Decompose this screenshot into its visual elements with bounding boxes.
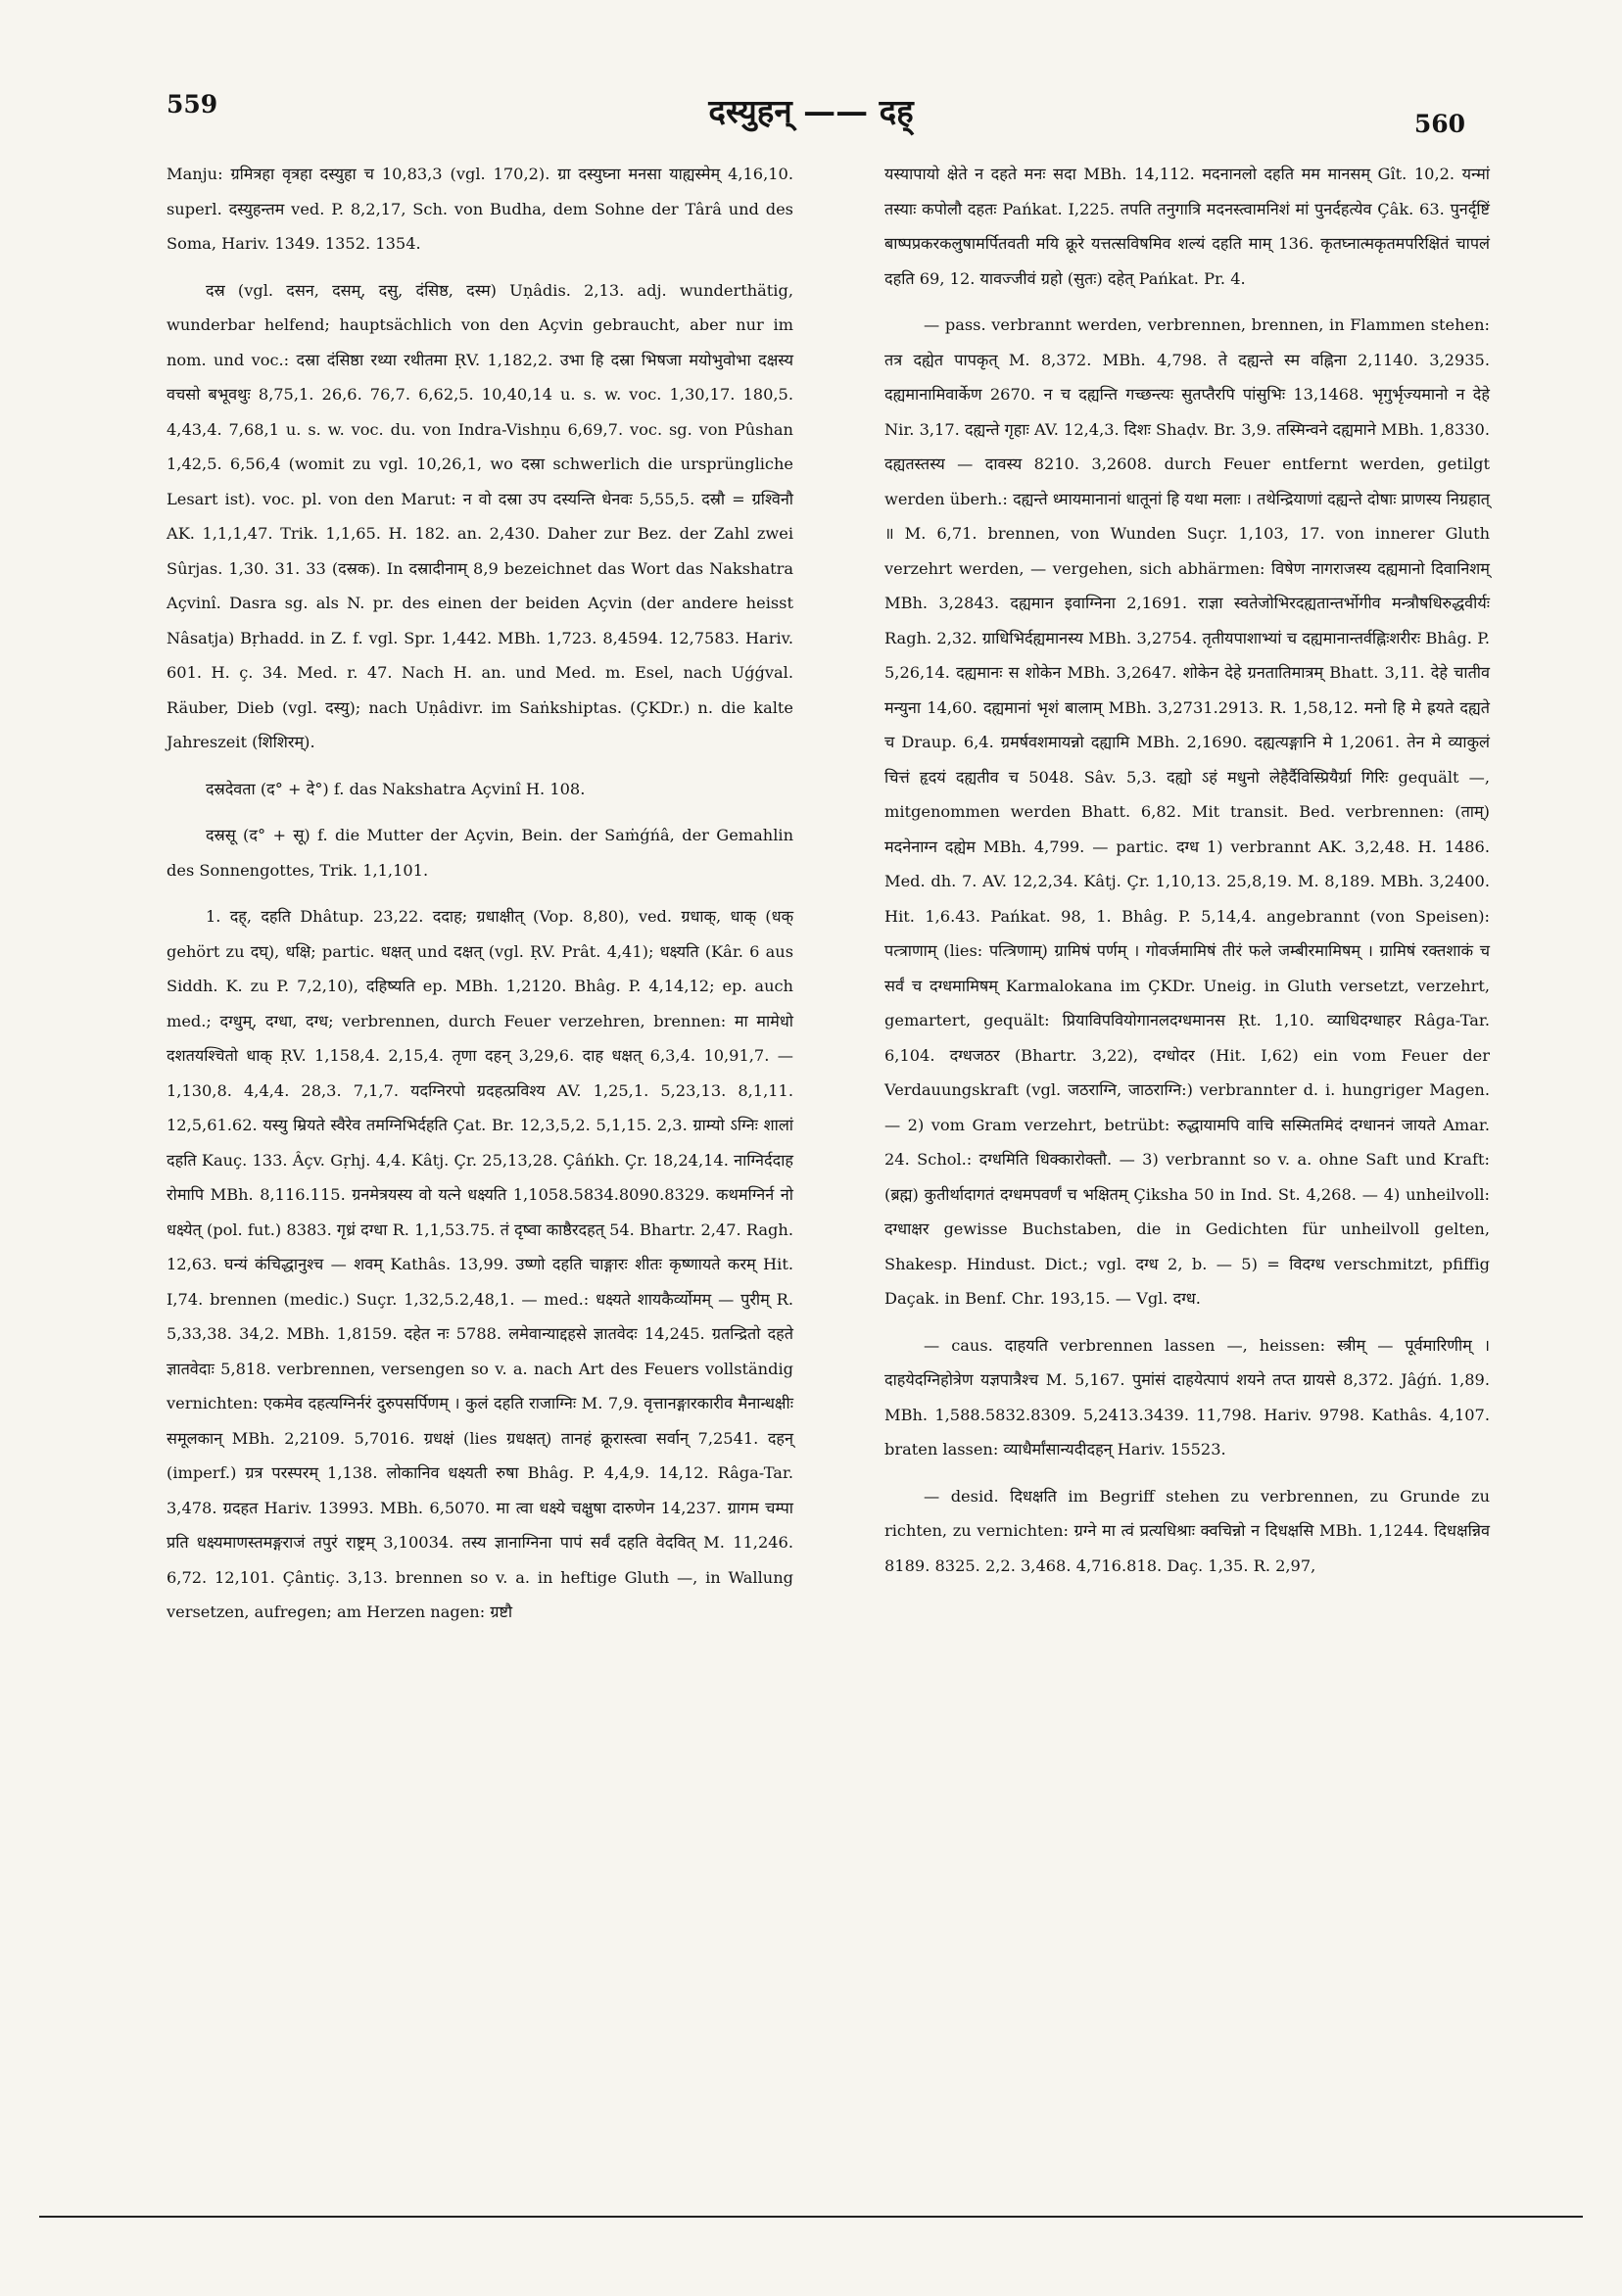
left-column	[167, 157, 793, 1630]
right-column	[884, 157, 1490, 1583]
entry-paragraph: — pass. verbrannt werden, verbrennen, brennen, in Flammen stehen: तत्र दह्येत पापकृत् M. 8,372. MBh. 4,798. ते दह्यन्ते स्म वह्निना 2,1140. 3,2935. दह्यमानामिवार्केण 2670. न च दह्यन्ति गच्छन्त्यः सुतप्तैरपि पांसुभिः 13,1468. भृगुर्भृज्यमानो न देहे Nir. 3,17. दह्यन्ते गृहाः AV. 12,4,3. दिशः Shaḍv. Br. 3,9. तस्मिन्वने दह्यमाने MBh. 1,8330. दह्यतस्तस्य — दावस्य 8210. 3,2608. durch Feuer entfernt werden, getilgt werden überh.: दह्यन्ते ध्मायमानानां धातूनां हि यथा मलाः । तथेन्द्रियाणां दह्यन्ते दोषाः प्राणस्य निग्रहात् ॥ M. 6,71. brennen, von Wunden Suçr. 1,103, 17. von innerer Gluth verzehrt werden, — vergehen, sich abhärmen: विषेण नागराजस्य दह्यमानो दिवानिशम् MBh. 3,2843. दह्यमान इवाग्निना 2,1691. राज्ञा स्वतेजोभिरदह्यतान्तर्भोगीव मन्त्रौषधिरुद्धवीर्यः Ragh. 2,32. ग्राधिभिर्दह्यमानस्य MBh. 3,2754. तृतीयपाशाभ्यां च दह्यमानान्तर्वह्निःशरीरः Bhâg. P. 5,26,14. दह्यमानः स शोकेन MBh. 3,2647. शोकेन देहे ग्रनतातिमात्रम् Bhatt. 3,11. देहे चातीव मन्युना 14,60. दह्यमानां भृशं बालाम् MBh. 3,2731.2913. R. 1,58,12. मनो हि मे ह्रयते दह्यते च Draup. 6,4. ग्रमर्षवशमायन्नो दह्यामि MBh. 2,1690. दह्यत्यङ्गानि मे 1,2061. तेन मे व्याकुलं चित्तं हृदयं दह्यतीव च 5048. Sâv. 5,3. दह्यो ऽहं मधुनो लेहैर्दैविस्प्रियैर्ग्रा गिरिः gequält —, mitgenommen werden Bhatt. 6,82. Mit transit. Bed. verbrennen: (ताम्) मदनेनाग्न दह्येम MBh. 4,799. — partic. दग्ध 1) verbrannt AK. 3,2,48. H. 1486. Med. dh. 7. AV. 12,2,34. Kâtj. Çr. 1,10,13. 25,8,19. M. 8,189. MBh. 3,2400. Hit. 1,6.43. Pańkat. 98, 1. Bhâg. P. 5,14,4. angebrannt (von Speisen): पत्त्राणाम् (lies: पत्त्रिणाम्) ग्रामिषं पर्णम् । गोवर्जमामिषं तीरं फले जम्बीरमामिषम् । ग्रामिषं रक्तशाकं च सर्वं च दग्धमामिषम् Karmalokana im ÇKDr. Uneig. in Gluth versetzt, verzehrt, gemartert, gequält: प्रियाविपवियोगानलदग्धमानस Ṛt. 1,10. व्याधिदग्धाहर Râga-Tar. 6,104. दग्धजठर (Bhartr. 3,22), दग्धोदर (Hit. I,62) ein vom Feuer der Verdauungskraft (vgl. जठराग्नि, जाठराग्नि:) verbrannter d. i. hungriger Magen. — 2) vom Gram verzehrt, betrübt: रुद्धायामपि वाचि सस्मितमिदं दग्धाननं जायते Amar. 24. Schol.: दग्धमिति धिक्कारोक्तौ. — 3) verbrannt so v. a. ohne Saft und Kraft: (ब्रह्म) कुतीर्थादागतं दग्धमपवर्णं च भक्षितम् Çiksha 50 in Ind. St. 4,268. — 4) unheilvoll: दग्धाक्षर gewisse Buchstaben, die in Gedichten für unheilvoll gelten, Shakesp. Hindust. Dict.; vgl. दग्ध 2, b. — 5) = विदग्ध verschmitzt, pfiffig Daçak. in Benf. Chr. 193,15. — Vgl. दग्ध.	[884, 315, 1490, 1308]
page-header-words: दस्युहन् —— दह्	[708, 92, 914, 130]
page-number-right: 560	[1413, 110, 1465, 138]
entry-paragraph: यस्यापायो क्षेते न दहते मनः सदा MBh. 14,112. मदनानलो दहति मम मानसम् Gît. 10,2. यन्मां तस्याः कपोलौ दहतः Pańkat. I,225. तपति तनुगात्रि मदनस्त्वामनिशं मां पुनर्दहत्येव Çâk. 63. पुनर्दृष्टिं बाष्पप्रकरकलुषामर्पितवती मयि क्रूरे यत्तत्सविषमिव शल्यं दहति माम् 136. कृतघ्नात्मकृतमपरिक्षितं चापलं दहति 69, 12. यावज्जीवं ग्रहो (सुतः) दहेत् Pańkat. Pr. 4.	[884, 165, 1490, 288]
entry-paragraph: दस्र (vgl. दसन, दसम्, दसु, दंसिष्ठ, दस्म) Uṇâdis. 2,13. adj. wunderthätig, wunderbar helfend; hauptsächlich von den Açvin gebraucht, aber nur im nom. und voc.: दस्रा दंसिष्ठा रथ्या रथीतमा ṚV. 1,182,2. उभा हि दस्रा भिषजा मयोभुवोभा दक्षस्य वचसो बभूवथुः 8,75,1. 26,6. 76,7. 6,62,5. 10,40,14 u. s. w. voc. 1,30,17. 180,5. 4,43,4. 7,68,1 u. s. w. voc. du. von Indra-Vishṇu 6,69,7. voc. sg. von Pûshan 1,42,5. 6,56,4 (womit zu vgl. 10,26,1, wo दस्रा schwerlich die ursprüngliche Lesart ist). voc. pl. von den Marut: न वो दस्रा उप दस्यन्ति धेनवः 5,55,5. दस्रौ = ग्रश्विनौ AK. 1,1,1,47. Trik. 1,1,65. H. 182. an. 2,430. Daher zur Bez. der Zahl zwei Sûrjas. 1,30. 31. 33 (दस्रक). In दस्रादीनाम् 8,9 bezeichnet das Wort das Nakshatra Açvinî. Dasra sg. als N. pr. des einen der beiden Açvin (der andere heisst Nâsatja) Bṛhadd. in Z. f. vgl. Spr. 1,442. MBh. 1,723. 8,4594. 12,7583. Hariv. 601. H. ç. 34. Med. r. 47. Nach H. an. und Med. m. Esel, nach Uǵǵval. Räuber, Dieb (vgl. दस्यु); nach Uṇâdivr. im Saṅkshiptas. (ÇKDr.) n. die kalte Jahreszeit (शिशिरम्).	[167, 280, 793, 751]
footer-rule	[39, 2216, 1583, 2218]
entry-paragraph: 1. दह्, दहति Dhâtup. 23,22. ददाह; ग्रधाक्षीत् (Vop. 8,80), ved. ग्रधाक्, धाक् (धक् gehört zu दघ्), धक्षि; partic. धक्षत् und दक्षत् (vgl. ṚV. Prât. 4,41); धक्ष्यति (Kâr. 6 aus Siddh. K. zu P. 7,2,10), दहिष्यति ep. MBh. 1,2120. Bhâg. P. 4,14,12; ep. auch med.; दग्धुम्, दग्धा, दग्ध; verbrennen, durch Feuer verzehren, brennen: मा मामेधो दशतयश्चितो धाक् ṚV. 1,158,4. 2,15,4. तृणा दहन् 3,29,6. दाह धक्षत् 6,3,4. 10,91,7. — 1,130,8. 4,4,4. 28,3. 7,1,7. यदग्निरपो ग्रदहत्प्रविश्य AV. 1,25,1. 5,23,13. 8,1,11. 12,5,61.62. यस्यु म्रियते स्वैरेव तमग्निभिर्दहति Çat. Br. 12,3,5,2. 5,1,15. 2,3. ग्राम्यो ऽग्निः शालां दहति Kauç. 133. Âçv. Gṛhj. 4,4. Kâtj. Çr. 25,13,28. Çâńkh. Çr. 18,24,14. नाग्निर्ददाह रोमापि MBh. 8,116.115. ग्रनमेत्रयस्य वो यत्ने धक्ष्यति 1,1058.5834.8090.8329. कथमग्निर्न नो धक्ष्येत् (pol. fut.) 8383. गृध्रं दग्धा R. 1,1,53.75. तं दृष्वा काष्ठैरदहत् 54. Bhartr. 2,47. Ragh. 12,63. घन्यं कंचिद्धानुश्च — शवम् Kathâs. 13,99. उष्णो दहति चाङ्गारः शीतः कृष्णायते करम् Hit. I,74. brennen (medic.) Suçr. 1,32,5.2,48,1. — med.: धक्ष्यते शायकैर्व्योमम् — पुरीम् R. 5,33,38. 34,2. MBh. 1,8159. दहेत नः 5788. लमेवान्याद्दहसे ज्ञातवेदः 14,245. ग्रतन्द्रितो दहते ज्ञातवेदाः 5,818. verbrennen, versengen so v. a. nach Art des Feuers vollständig vernichten: एकमेव दहत्यग्निर्नरं दुरुपसर्पिणम् । कुलं दहति राजाग्निः M. 7,9. वृत्तानङ्गारकारीव मैनान्धक्षीः समूलकान् MBh. 2,2109. 5,7016. ग्रधक्षं (lies ग्रधक्षत्) तानहं क्रूरास्त्वा सर्वान् 7,2541. दहन् (imperf.) ग्रत्र परस्परम् 1,138. लोकानिव धक्ष्यती रुषा Bhâg. P. 4,4,9. 14,12. Râga-Tar. 3,478. ग्रदहत Hariv. 13993. MBh. 6,5070. मा त्वा धक्ष्ये चक्षुषा दारुणेन 14,237. ग्रागम चम्पा प्रति धक्ष्यमाणस्तमङ्गराजं तपुरं राष्ट्रम् 3,10034. तस्य ज्ञानाग्निना पापं सर्वं दहति वेदवित् M. 11,246. 6,72. 12,101. Çântiç. 3,13. brennen so v. a. in heftige Gluth —, in Wallung versetzen, aufregen; am Herzen nagen: ग्रष्टौ	[167, 907, 793, 1621]
page-number-left: 559	[167, 90, 218, 119]
entry-paragraph: दस्रसू (द° + सू) f. die Mutter der Açvin, Bein. der Saṁǵńâ, der Gemahlin des Sonnengottes, Trik. 1,1,101.	[167, 826, 793, 880]
entry-paragraph: — desid. दिधक्षति im Begriff stehen zu verbrennen, zu Grunde zu richten, zu vernichten: ग्रग्ने मा त्वं प्रत्यधिश्राः क्वचिन्नो न दिधक्षसि MBh. 1,1244. दिधक्षन्निव 8189. 8325. 2,2. 3,468. 4,716.818. Daç. 1,35. R. 2,97,	[884, 1486, 1490, 1575]
entry-paragraph: — caus. दाहयति verbrennen lassen —, heissen: स्त्रीम् — पूर्वमारिणीम् । दाहयेदग्निहोत्रेण यज्ञपात्रैश्च M. 5,167. पुमांसं दाहयेत्पापं शयने तप्त ग्रायसे 8,372. Jâǵń. 1,89. MBh. 1,588.5832.8309. 5,2413.3439. 11,798. Hariv. 9798. Kathâs. 4,107. braten lassen: व्याधैर्मांसान्यदीदहन् Hariv. 15523.	[884, 1335, 1490, 1459]
entry-paragraph: Manju: ग्रमित्रहा वृत्रहा दस्युहा च 10,83,3 (vgl. 170,2). ग्रा दस्युघ्ना मनसा याह्यस्मेम् 4,16,10. superl. दस्युहन्तम ved. P. 8,2,17, Sch. von Budha, dem Sohne der Târâ und des Soma, Hariv. 1349. 1352. 1354.	[167, 165, 793, 253]
entry-paragraph: दस्रदेवता (द° + दे°) f. das Nakshatra Açvinî H. 108.	[206, 779, 586, 798]
